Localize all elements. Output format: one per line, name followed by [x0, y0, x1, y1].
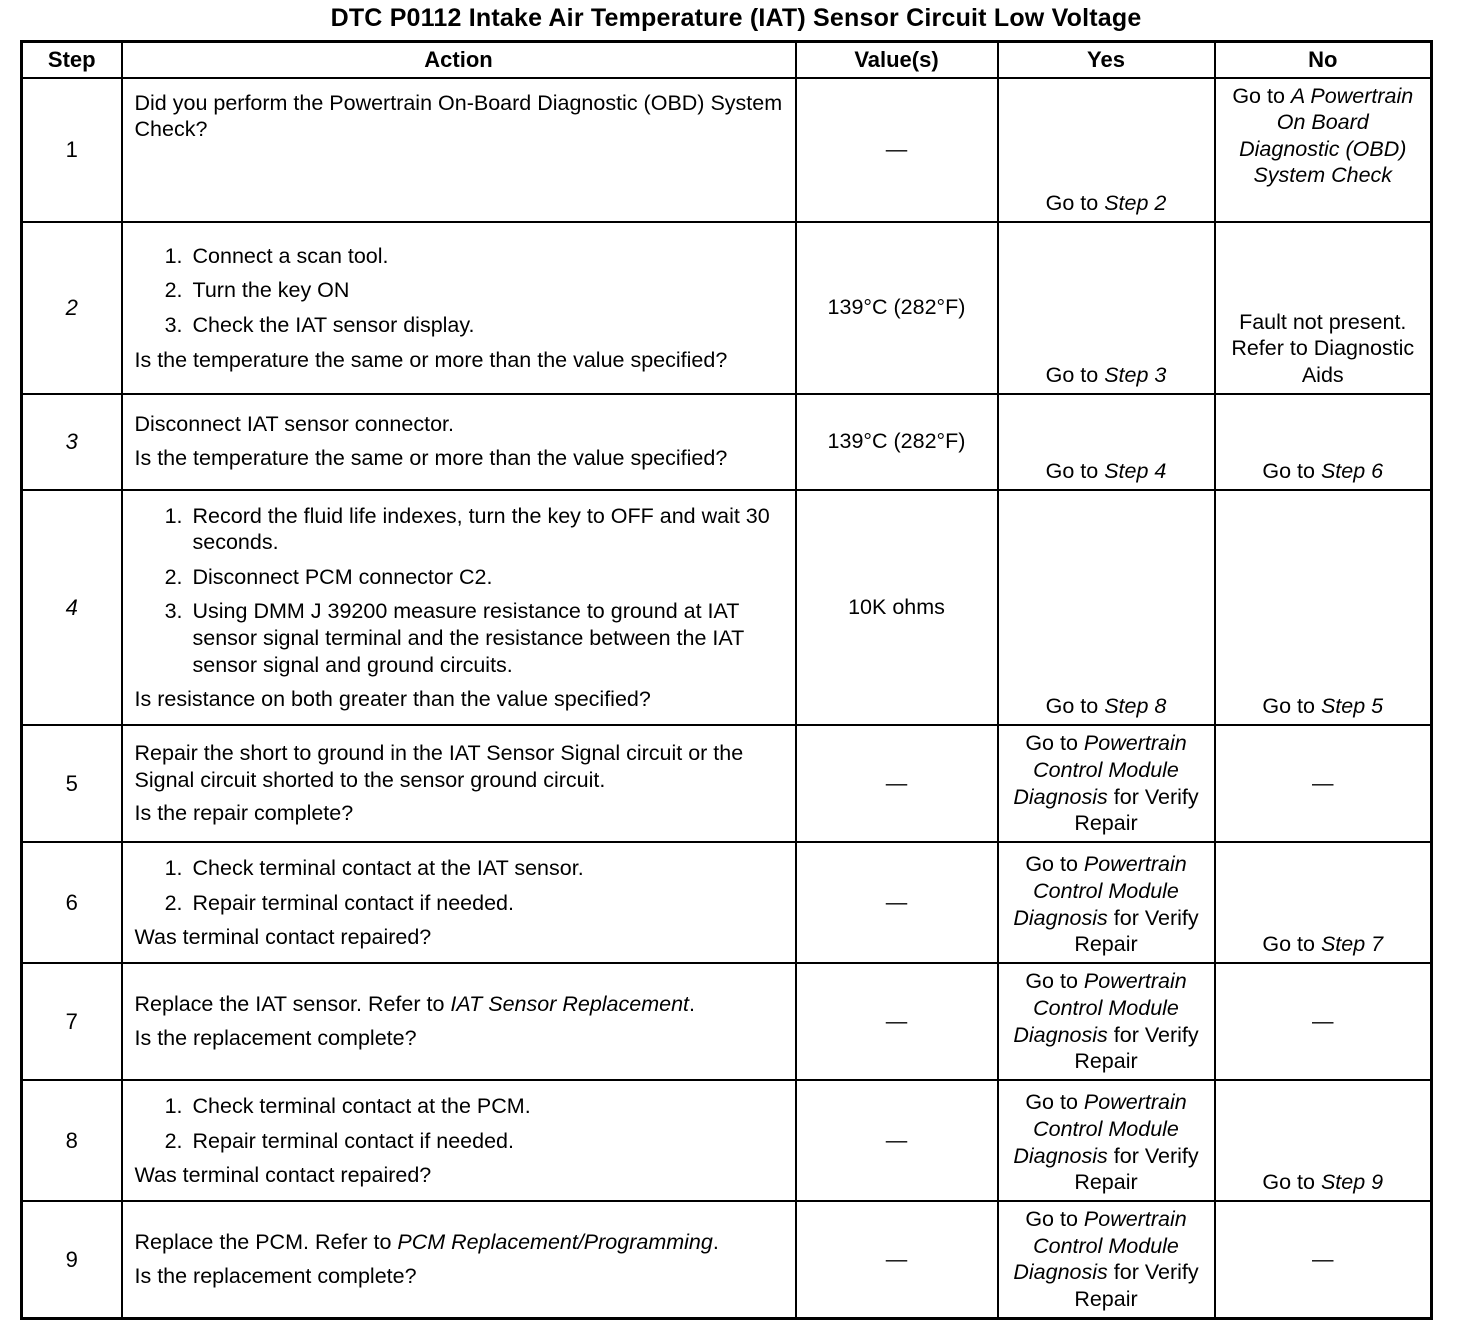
action-cell — [122, 78, 796, 222]
action-cell — [122, 394, 796, 490]
action-question: Was terminal contact repaired? — [134, 925, 432, 950]
no-link[interactable]: Step 7 — [1320, 932, 1384, 957]
page-title: DTC P0112 Intake Air Temperature (IAT) Sensor Circuit Low Voltage — [330, 4, 1142, 32]
action-step: 2. Disconnect PCM connector C2. — [189, 564, 783, 591]
action-cell — [122, 1201, 796, 1318]
action-question: Is the temperature the same or more than the value specified? — [134, 347, 728, 372]
yes-suffix: for Verify Repair — [1074, 905, 1199, 957]
yes-suffix: for Verify Repair — [1074, 784, 1199, 836]
no-cell: — — [1215, 725, 1432, 842]
no-cell — [1215, 842, 1432, 963]
header-no: No — [1215, 42, 1432, 78]
action-text: Replace the IAT sensor. Refer to — [134, 992, 445, 1017]
action-steps — [135, 1093, 783, 1154]
action-steps — [135, 243, 783, 339]
no-prefix: Go to — [1262, 1170, 1315, 1195]
step-number: 9 — [22, 1201, 122, 1318]
value-cell: 10K ohms — [796, 490, 998, 726]
yes-link[interactable]: Step 3 — [1104, 362, 1167, 387]
yes-cell — [998, 78, 1215, 222]
action-step: 2. Repair terminal contact if needed. — [189, 890, 783, 917]
action-instruction — [135, 1229, 783, 1256]
yes-prefix: Go to — [1025, 969, 1078, 994]
table-row — [22, 222, 1432, 394]
step-number: 3 — [22, 394, 122, 490]
value-cell: — — [796, 78, 998, 222]
value-cell: 139°C (282°F) — [796, 222, 998, 394]
yes-link[interactable]: Powertrain Control Module Diagnosis — [1013, 969, 1187, 1047]
action-instruction — [135, 991, 783, 1018]
yes-cell — [998, 1080, 1215, 1201]
no-link[interactable]: A Powertrain On Board Diagnostic (OBD) System Check — [1239, 83, 1414, 188]
table-row — [22, 1201, 1432, 1318]
action-step: 3. Check the IAT sensor display. — [189, 312, 783, 339]
yes-cell — [998, 963, 1215, 1080]
header-values: Value(s) — [796, 42, 998, 78]
no-cell: Fault not present. Refer to Diagnostic Aids — [1215, 222, 1432, 394]
no-prefix: Go to — [1232, 83, 1285, 108]
action-question: Is resistance on both greater than the value specified? — [134, 687, 651, 712]
action-question: Is the replacement complete? — [134, 1263, 417, 1288]
yes-link[interactable]: Powertrain Control Module Diagnosis — [1013, 852, 1187, 930]
action-question: Was terminal contact repaired? — [134, 1163, 432, 1188]
header-yes: Yes — [998, 42, 1215, 78]
yes-prefix: Go to — [1025, 1090, 1078, 1115]
no-cell — [1215, 78, 1432, 222]
action-question: Is the repair complete? — [134, 801, 354, 826]
step-number: 8 — [22, 1080, 122, 1201]
action-question: Is the replacement complete? — [134, 1026, 417, 1051]
yes-cell — [998, 394, 1215, 490]
action-step: 2. Repair terminal contact if needed. — [189, 1128, 783, 1155]
no-cell: — — [1215, 963, 1432, 1080]
step-number: 6 — [22, 842, 122, 963]
action-punct: . — [689, 992, 696, 1017]
action-step: 1. Connect a scan tool. — [189, 243, 783, 270]
value-cell: — — [796, 1201, 998, 1318]
table-row — [22, 78, 1432, 222]
yes-suffix: for Verify Repair — [1074, 1260, 1199, 1311]
yes-link[interactable]: Powertrain Control Module Diagnosis — [1013, 731, 1187, 809]
table-row — [22, 963, 1432, 1080]
yes-cell — [998, 725, 1215, 842]
table-row — [22, 842, 1432, 963]
yes-link[interactable]: Step 4 — [1104, 458, 1167, 483]
yes-prefix: Go to — [1025, 1207, 1078, 1232]
step-number: 1 — [22, 78, 122, 222]
action-link[interactable]: PCM Replacement/Programming — [397, 1230, 713, 1255]
step-number: 7 — [22, 963, 122, 1080]
no-link[interactable]: Step 9 — [1320, 1170, 1384, 1195]
action-question: Is the temperature the same or more than the value specified? — [134, 446, 728, 470]
no-prefix: Go to — [1262, 932, 1315, 957]
step-number: 2 — [22, 222, 122, 394]
yes-prefix: Go to — [1025, 852, 1078, 877]
value-cell: — — [796, 1080, 998, 1201]
yes-prefix: Go to — [1025, 731, 1078, 756]
no-cell — [1215, 394, 1432, 490]
value-cell: — — [796, 842, 998, 963]
action-steps — [135, 855, 783, 916]
yes-link[interactable]: Step 2 — [1104, 190, 1167, 215]
action-question: Did you perform the Powertrain On-Board Diagnostic (OBD) System Check? — [134, 90, 783, 142]
value-cell: — — [796, 963, 998, 1080]
action-cell — [122, 1080, 796, 1201]
action-steps — [135, 503, 783, 679]
yes-cell — [998, 222, 1215, 394]
action-cell — [122, 490, 796, 726]
action-cell — [122, 222, 796, 394]
action-instruction: Disconnect IAT sensor connector. — [134, 412, 454, 437]
no-cell — [1215, 490, 1432, 726]
yes-cell — [998, 842, 1215, 963]
value-cell: 139°C (282°F) — [796, 394, 998, 490]
action-cell — [122, 842, 796, 963]
yes-suffix: for Verify Repair — [1074, 1143, 1199, 1195]
header-step: Step — [22, 42, 122, 78]
table-row — [22, 1080, 1432, 1201]
step-number: 5 — [22, 725, 122, 842]
action-text: Replace the PCM. Refer to — [134, 1230, 392, 1255]
no-cell: — — [1215, 1201, 1432, 1318]
yes-cell — [998, 1201, 1215, 1318]
action-step: 1. Check terminal contact at the IAT sensor. — [189, 855, 783, 882]
no-cell — [1215, 1080, 1432, 1201]
yes-link[interactable]: Powertrain Control Module Diagnosis — [1013, 1090, 1187, 1168]
yes-prefix: Go to — [1045, 458, 1099, 483]
no-link[interactable]: Step 5 — [1320, 694, 1384, 719]
yes-prefix: Go to — [1045, 694, 1099, 719]
yes-cell — [998, 490, 1215, 726]
table-row — [22, 490, 1432, 726]
action-instruction: Repair the short to ground in the IAT Sensor Signal circuit or the Signal circuit shorted to the sensor ground circuit. — [134, 741, 744, 792]
table-row — [22, 725, 1432, 842]
yes-prefix: Go to — [1045, 362, 1099, 387]
action-link[interactable]: IAT Sensor Replacement — [450, 992, 690, 1017]
yes-link[interactable]: Powertrain Control Module Diagnosis — [1013, 1207, 1187, 1285]
header-action: Action — [122, 42, 796, 78]
no-prefix: Go to — [1262, 694, 1315, 719]
yes-suffix: for Verify Repair — [1074, 1022, 1199, 1074]
yes-prefix: Go to — [1045, 190, 1099, 215]
yes-link[interactable]: Step 8 — [1104, 694, 1167, 719]
action-step: 3. Using DMM J 39200 measure resistance to ground at IAT sensor signal terminal and the resistance between the IAT sensor signal and ground circuits. — [189, 598, 783, 678]
action-punct: . — [712, 1230, 719, 1255]
table-row — [22, 394, 1432, 490]
no-link[interactable]: Step 6 — [1320, 458, 1384, 483]
no-prefix: Go to — [1262, 458, 1315, 483]
value-cell: — — [796, 725, 998, 842]
diagnostic-table — [20, 40, 1433, 1320]
action-step: 1. Record the fluid life indexes, turn the key to OFF and wait 30 seconds. — [189, 503, 783, 556]
step-number: 4 — [22, 490, 122, 726]
action-step: 1. Check terminal contact at the PCM. — [189, 1093, 783, 1120]
action-cell — [122, 963, 796, 1080]
action-step: 2. Turn the key ON — [189, 277, 783, 304]
action-cell — [122, 725, 796, 842]
header-row — [22, 42, 1432, 78]
